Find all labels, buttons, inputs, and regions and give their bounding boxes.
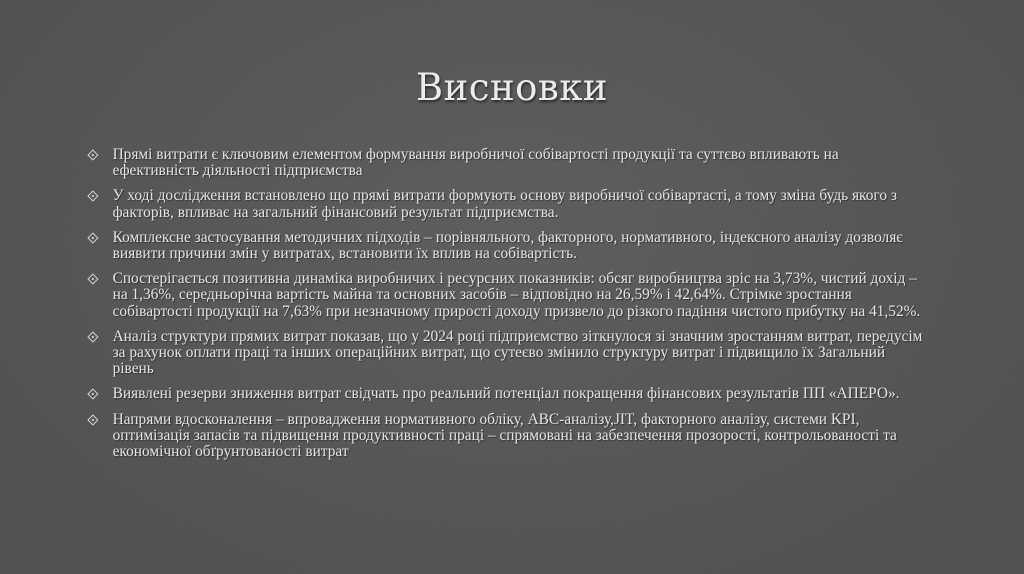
slide-title: Висновки [415,66,609,109]
bullet-text: Напрями вдосконалення – впровадження нормативного обліку, АВС-аналізу,JIT, факторного аналізу, системи KPI, оптимізація запасів та підвищення продуктивності праці – спрямовані на забезпечення прозорості, контрольованості та економічної обґрунтованості витрат [112,410,897,461]
bullet-text: Аналіз структури прямих витрат показав, що у 2024 році підприємство зіткнулося зі значним зростанням витрат, передусім за рахунок оплати праці та інших операційних витрат, що сутеєво змінило структуру витрат і підвищило їх Загальний рівень [112,327,923,378]
bullet-text: Комплексне застосування методичних підходів – порівняльного, факторного, нормативного, індексного аналізу дозволяє виявити причини змін у витратах, встановити їх вплив на собівартість. [112,228,903,263]
bullet-item [86,329,923,378]
bullet-text: Спостерігається позитивна динаміка виробничих і ресурсних показників: обсяг виробництва зріс на 3,73%, чистий дохід – на 1,36%, середньорічна вартість майна та основних засобів – відповідно на 26,59% і 42,64%. Стрімке зростання собівартості продукції на 7,63% при незначному прирості доходу призвело до різкого падіння чистого прибутку на 41,52%. [112,270,921,320]
diamond-bullet-icon [87,149,98,160]
bullet-text: Прямі витрати є ключовим елементом формування виробничої собівартості продукції та суттєво впливають на ефективність діяльності підприємства [112,146,839,180]
bullet-text: У ході дослідження встановлено що прямі витрати формують основу виробничої собівартасті, а тому зміна будь якого з факторів, впливає на загальний фінансовий результат підприємства. [112,187,897,221]
diamond-bullet-icon [87,232,98,243]
bullet-list [86,147,936,469]
diamond-bullet-icon [87,331,98,342]
diamond-bullet-icon [87,191,98,202]
bullet-item [86,188,923,220]
bullet-text: Виявлені резерви зниження витрат свідчать про реальний потенціал покращення фінансових результатів ПП «АПЕРО». [112,385,900,403]
bullet-item [86,412,923,461]
bullet-item [86,147,923,179]
diamond-bullet-icon [87,274,98,285]
bullet-item [86,230,923,262]
diamond-bullet-icon [87,414,98,425]
bullet-item [86,386,923,402]
bullet-item [86,271,923,320]
diamond-bullet-icon [87,389,98,400]
